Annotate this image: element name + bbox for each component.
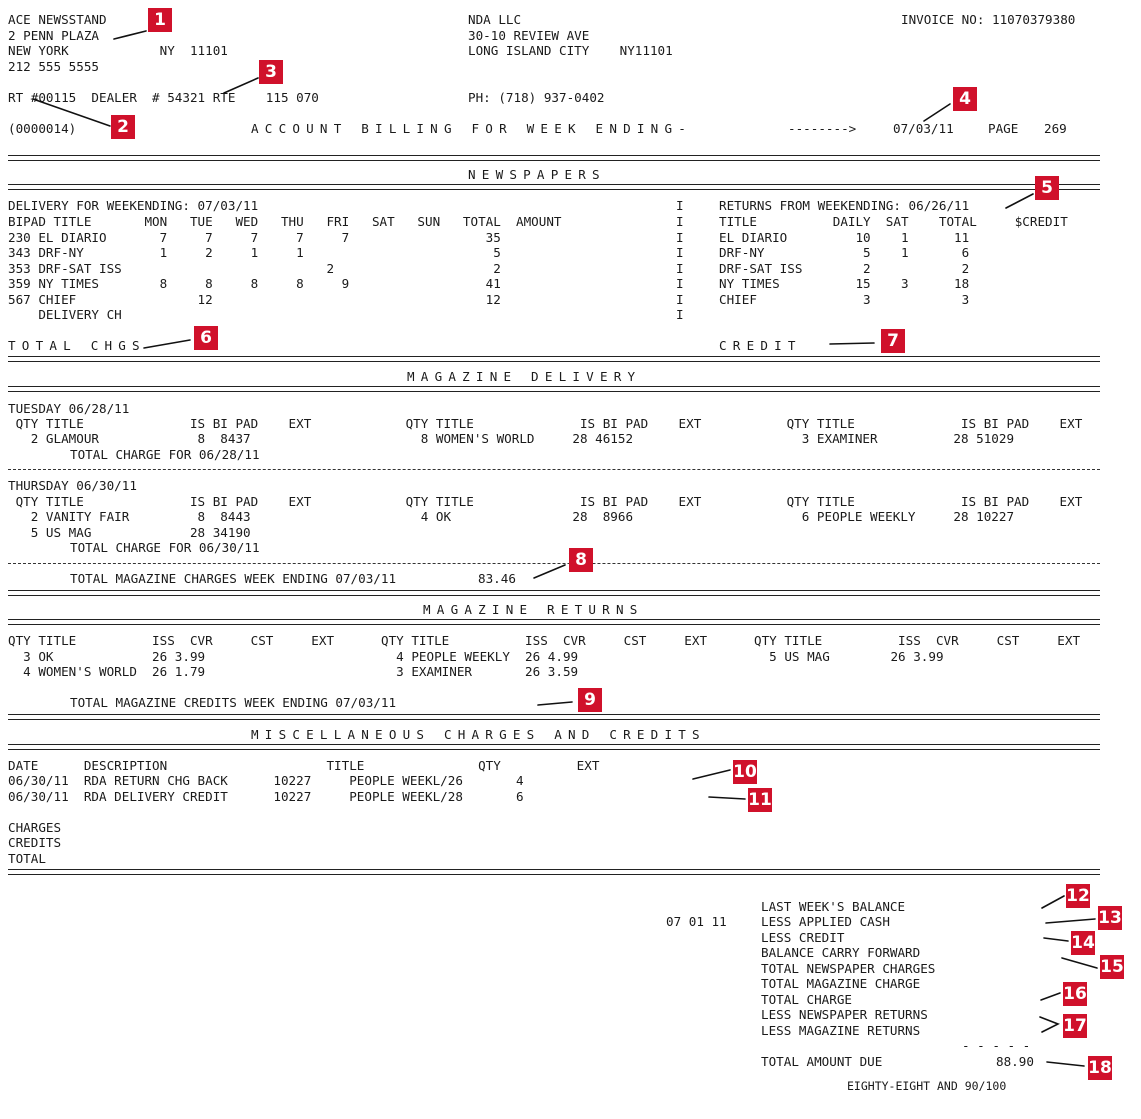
- total-due-value: 88.90: [996, 1054, 1034, 1069]
- leader-line: [693, 770, 730, 779]
- magazine-return-row: 3 EXAMINER 26 3.59: [381, 664, 579, 679]
- newspaper-returns-label: LESS NEWSPAPER RETURNS: [761, 1007, 928, 1022]
- billing-arrow: -------->: [788, 121, 857, 136]
- callout-badge: 11: [748, 790, 772, 810]
- callout-badge: 7: [881, 329, 905, 353]
- delivery-row: 343 DRF-NY 1 2 1 1 5: [8, 245, 501, 260]
- magazine-columns: QTY TITLE IS BI PAD EXT: [8, 416, 312, 431]
- dealer-phone: 212 555 5555: [8, 59, 99, 74]
- day-total-label: TOTAL CHARGE FOR 06/30/11: [70, 540, 260, 555]
- callout-badge: 12: [1066, 886, 1090, 906]
- magazine-week-total-value: 83.46: [478, 571, 522, 586]
- magazine-columns: QTY TITLE IS BI PAD EXT: [398, 416, 702, 431]
- callout-badge: 9: [578, 688, 602, 712]
- delivery-day-heading: TUESDAY 06/28/11: [8, 401, 130, 416]
- magazine-credits-total-label: TOTAL MAGAZINE CREDITS WEEK ENDING 07/03/11: [70, 695, 397, 710]
- separator: I: [676, 276, 684, 291]
- account-number: (0000014): [8, 121, 77, 136]
- invoice-number: INVOICE NO: 11070379380: [901, 12, 1076, 27]
- returns-row: CHIEF 3 3: [719, 292, 970, 307]
- callout-badge: 8: [569, 548, 593, 572]
- returns-row: DRF-NY 5 1 6: [719, 245, 970, 260]
- callout-badge: 4: [953, 87, 977, 111]
- magazine-row: 4 OK 28 8966: [398, 509, 634, 524]
- less-credit-label: LESS CREDIT: [761, 930, 845, 945]
- sum-dashes: - - - - -: [962, 1038, 1031, 1053]
- total-due-label: TOTAL AMOUNT DUE: [761, 1054, 883, 1069]
- delivery-row: 359 NY TIMES 8 8 8 8 9 41: [8, 276, 501, 291]
- dealer-city: NEW YORK NY 11101: [8, 43, 228, 58]
- callout-badge: 15: [1100, 957, 1124, 977]
- leader-arrow: [1040, 1017, 1058, 1032]
- applied-cash-label: LESS APPLIED CASH: [761, 914, 890, 929]
- magazine-return-row: 3 OK 26 3.99: [8, 649, 206, 664]
- magazine-returns-label: LESS MAGAZINE RETURNS: [761, 1023, 921, 1038]
- leader-line: [33, 99, 110, 126]
- distributor-street: 30-10 REVIEW AVE: [468, 28, 590, 43]
- distributor-phone: PH: (718) 937-0402: [468, 90, 605, 105]
- leader-line: [830, 343, 874, 344]
- misc-columns: DATE DESCRIPTION TITLE QTY EXT: [8, 758, 600, 773]
- cash-date: 07 01 11: [666, 914, 727, 929]
- newspapers-title: NEWSPAPERS: [468, 167, 606, 182]
- magazine-delivery-title: MAGAZINE DELIVERY: [407, 369, 642, 384]
- separator: I: [676, 214, 684, 229]
- callout-badge: 5: [1035, 176, 1059, 200]
- balance-forward-label: BALANCE CARRY FORWARD: [761, 945, 921, 960]
- billing-title: ACCOUNT BILLING FOR WEEK ENDING-: [251, 121, 693, 136]
- leader-line: [534, 565, 565, 578]
- delivery-day-heading: THURSDAY 06/30/11: [8, 478, 137, 493]
- day-total-label: TOTAL CHARGE FOR 06/28/11: [70, 447, 260, 462]
- magazine-columns: QTY TITLE IS BI PAD EXT: [779, 494, 1083, 509]
- week-ending-date: 07/03/11: [893, 121, 954, 136]
- returns-columns: QTY TITLE ISS CVR CST EXT: [8, 633, 335, 648]
- leader-line: [224, 78, 258, 93]
- misc-title: MISCELLANEOUS CHARGES AND CREDITS: [251, 727, 706, 742]
- leader-line: [1046, 919, 1095, 923]
- delivery-row: 567 CHIEF 12 12: [8, 292, 501, 307]
- separator: I: [676, 198, 684, 213]
- magazine-row: 6 PEOPLE WEEKLY 28 10227: [779, 509, 1015, 524]
- separator: I: [676, 245, 684, 260]
- separator: I: [676, 292, 684, 307]
- misc-charges-label: CHARGES: [8, 820, 62, 835]
- amount-in-words: EIGHTY-EIGHT AND 90/100: [847, 1079, 1007, 1093]
- leader-line: [1044, 938, 1068, 941]
- delivery-row: 353 DRF-SAT ISS 2 2: [8, 261, 501, 276]
- misc-total-label: TOTAL: [8, 851, 46, 866]
- leader-line: [114, 31, 146, 39]
- leader-line: [144, 340, 190, 348]
- leader-line: [924, 104, 950, 121]
- returns-heading: RETURNS FROM WEEKENDING: 06/26/11: [719, 198, 970, 213]
- distributor-name: NDA LLC: [468, 12, 522, 27]
- returns-row: DRF-SAT ISS 2 2: [719, 261, 970, 276]
- callout-badge: 14: [1071, 933, 1095, 953]
- callout-badge: 13: [1098, 908, 1122, 928]
- returns-row: EL DIARIO 10 1 11: [719, 230, 970, 245]
- magazine-return-row: 4 WOMEN'S WORLD 26 1.79: [8, 664, 206, 679]
- leader-line: [1062, 958, 1097, 968]
- delivery-row: DELIVERY CH: [8, 307, 122, 322]
- dealer-street: 2 PENN PLAZA: [8, 28, 99, 43]
- magazine-return-row: 4 PEOPLE WEEKLY 26 4.99: [381, 649, 579, 664]
- returns-columns: TITLE DAILY SAT TOTAL $CREDIT: [719, 214, 1068, 229]
- misc-row: 06/30/11 RDA DELIVERY CREDIT 10227 PEOPLE WEEKL/28 6: [8, 789, 524, 804]
- delivery-columns: BIPAD TITLE MON TUE WED THU FRI SAT SUN TOTAL AMOUNT: [8, 214, 562, 229]
- callout-badge: 18: [1088, 1058, 1112, 1078]
- newspaper-charges-label: TOTAL NEWSPAPER CHARGES: [761, 961, 936, 976]
- last-week-balance-label: LAST WEEK'S BALANCE: [761, 899, 906, 914]
- magazine-charge-label: TOTAL MAGAZINE CHARGE: [761, 976, 921, 991]
- delivery-heading: DELIVERY FOR WEEKENDING: 07/03/11: [8, 198, 259, 213]
- distributor-city: LONG ISLAND CITY NY11101: [468, 43, 673, 58]
- magazine-row: 5 US MAG 28 34190: [8, 525, 251, 540]
- magazine-columns: QTY TITLE IS BI PAD EXT: [779, 416, 1083, 431]
- separator: I: [676, 307, 684, 322]
- leader-line: [1041, 993, 1060, 1000]
- total-charge-label: TOTAL CHARGE: [761, 992, 852, 1007]
- separator: I: [676, 230, 684, 245]
- magazine-returns-title: MAGAZINE RETURNS: [423, 602, 644, 617]
- total-charges-label: TOTAL CHGS: [8, 338, 146, 353]
- route-dealer-line: RT #00115 DEALER # 54321 RTE 115 070: [8, 90, 319, 105]
- delivery-row: 230 EL DIARIO 7 7 7 7 7 35: [8, 230, 501, 245]
- leader-line: [538, 702, 572, 705]
- callout-badge: 1: [148, 8, 172, 32]
- magazine-week-total-label: TOTAL MAGAZINE CHARGES WEEK ENDING 07/03/11: [70, 571, 404, 586]
- dealer-name: ACE NEWSSTAND: [8, 12, 107, 27]
- returns-columns: QTY TITLE ISS CVR CST EXT: [754, 633, 1081, 648]
- magazine-row: 3 EXAMINER 28 51029: [779, 431, 1015, 446]
- leader-line: [1042, 896, 1064, 908]
- page-label: PAGE: [988, 121, 1019, 136]
- callout-badge: 16: [1063, 984, 1087, 1004]
- misc-row: 06/30/11 RDA RETURN CHG BACK 10227 PEOPLE WEEKL/26 4: [8, 773, 524, 788]
- magazine-row: 2 VANITY FAIR 8 8443: [8, 509, 251, 524]
- leader-line: [1047, 1062, 1084, 1066]
- magazine-columns: QTY TITLE IS BI PAD EXT: [8, 494, 312, 509]
- callout-badge: 3: [259, 60, 283, 84]
- callout-badge: 17: [1063, 1016, 1087, 1036]
- magazine-row: 2 GLAMOUR 8 8437: [8, 431, 251, 446]
- misc-credits-label: CREDITS: [8, 835, 62, 850]
- callout-badge: 10: [733, 762, 757, 782]
- returns-columns: QTY TITLE ISS CVR CST EXT: [381, 633, 708, 648]
- returns-row: NY TIMES 15 3 18: [719, 276, 970, 291]
- credit-label: CREDIT: [719, 338, 802, 353]
- magazine-row: 8 WOMEN'S WORLD 28 46152: [398, 431, 634, 446]
- callout-badge: 2: [111, 115, 135, 139]
- leader-line: [1006, 194, 1033, 208]
- callout-badge: 6: [194, 326, 218, 350]
- page-number: 269: [1044, 121, 1067, 136]
- separator: I: [676, 261, 684, 276]
- magazine-return-row: 5 US MAG 26 3.99: [754, 649, 944, 664]
- leader-line: [709, 797, 745, 799]
- magazine-columns: QTY TITLE IS BI PAD EXT: [398, 494, 702, 509]
